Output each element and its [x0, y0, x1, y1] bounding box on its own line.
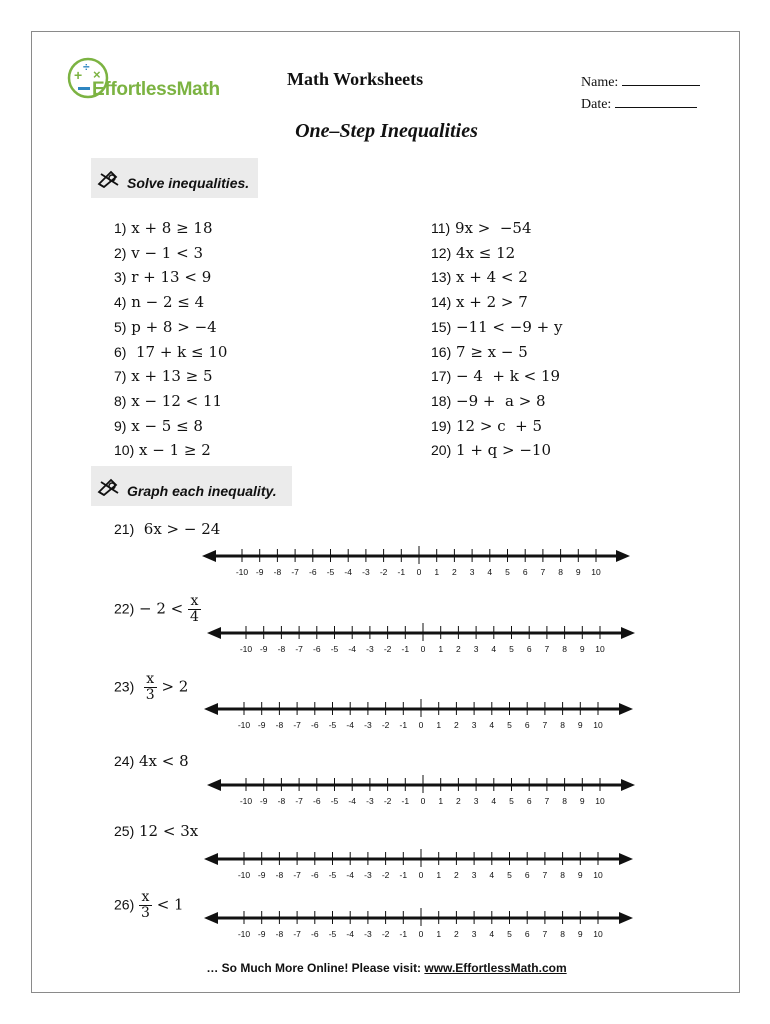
problem-item [431, 438, 562, 463]
number-line-tick-label: 2 [454, 929, 459, 939]
fraction-numerator: x [144, 672, 157, 688]
problem-expression: x − 5 ≤ 8 [126, 416, 203, 435]
graph-problem-label [114, 520, 220, 538]
number-line-tick-label: 9 [579, 796, 585, 806]
number-line-tick-label: 0 [420, 644, 426, 654]
number-line-tick-label: 0 [418, 870, 424, 880]
problem-expression: x − 12 < 11 [126, 391, 223, 410]
number-line-tick-label: 5 [509, 796, 514, 806]
number-line-tick-label: 2 [454, 720, 459, 730]
number-line-tick-label: -5 [326, 567, 335, 577]
number-line-tick-label: 3 [469, 567, 475, 577]
number-line-tick-label: -9 [257, 720, 266, 730]
number-line-tick-label: 8 [558, 567, 563, 577]
graph-problem-expression: 12 < 3x [134, 822, 199, 840]
number-line-tick-label: -3 [366, 796, 374, 806]
number-line-tick-label: -4 [344, 567, 352, 577]
arrow-right-icon [619, 703, 633, 715]
problem-expression: − 4 + k < 19 [451, 367, 561, 386]
number-line-tick-label: -2 [383, 644, 392, 654]
number-line-tick-label: -10 [239, 644, 253, 654]
number-line-tick-label: 9 [577, 720, 583, 730]
problem-item [114, 315, 227, 340]
problem-number: 13) [431, 269, 452, 286]
svg-text:×: × [93, 67, 101, 82]
number-line-tick-label: -4 [346, 929, 354, 939]
graph-problem-label [114, 752, 189, 770]
worksheet-page [31, 31, 740, 993]
number-line-tick-label: 1 [438, 796, 444, 806]
number-line-tick-label: -5 [328, 720, 337, 730]
number-line-tick-label: -7 [293, 720, 301, 730]
problem-expression: −9 + a > 8 [451, 391, 546, 410]
problem-number: 2) [114, 244, 127, 261]
problem-number: 18) [431, 392, 452, 409]
number-line[interactable] [32, 769, 741, 809]
number-line-tick-label: -1 [399, 720, 408, 730]
number-line-tick-label: 0 [420, 796, 426, 806]
number-line-tick-label: 7 [540, 567, 546, 577]
number-line-tick-label: -10 [239, 796, 253, 806]
number-line-tick-label: 2 [452, 567, 457, 577]
number-line-tick-label: 1 [438, 644, 444, 654]
number-line-tick-label: 7 [544, 796, 550, 806]
graph-problem-expression: 6x > − 24 [134, 520, 221, 538]
number-line-tick-label: -10 [237, 720, 251, 730]
graph-problem-number: 21) [114, 521, 135, 537]
number-line-tick-label: 6 [524, 720, 530, 730]
fraction-numerator: x [188, 594, 201, 610]
number-line-tick-label: 4 [489, 929, 495, 939]
svg-text:+: + [74, 67, 83, 83]
problem-number: 19) [431, 417, 452, 434]
number-line-tick-label: -9 [257, 929, 266, 939]
problem-number: 6) [114, 343, 127, 360]
number-line-tick-label: 0 [418, 720, 424, 730]
number-line[interactable] [32, 902, 741, 942]
arrow-left-icon [207, 779, 221, 791]
problems-left-column [114, 216, 227, 463]
problem-expression: n − 2 ≤ 4 [126, 293, 205, 312]
number-line-tick-label: 1 [436, 720, 442, 730]
number-line-tick-label: -9 [259, 796, 268, 806]
problem-item [431, 315, 562, 340]
number-line[interactable] [32, 540, 741, 580]
date-field [581, 95, 697, 113]
pencil-icon [97, 476, 121, 496]
number-line-tick-label: 7 [542, 929, 548, 939]
problem-number: 16) [431, 343, 452, 360]
number-line[interactable] [32, 693, 741, 733]
problem-item [114, 241, 227, 266]
problem-number: 3) [114, 269, 127, 286]
number-line-tick-label: 4 [487, 567, 493, 577]
name-field [581, 73, 700, 91]
number-line-tick-label: 5 [507, 720, 512, 730]
problem-item [114, 389, 227, 414]
number-line-tick-label: 0 [416, 567, 422, 577]
number-line-tick-label: -7 [291, 567, 299, 577]
arrow-left-icon [204, 853, 218, 865]
number-line-tick-label: 5 [509, 644, 514, 654]
number-line-tick-label: -1 [397, 567, 406, 577]
number-line-tick-label: -1 [399, 870, 408, 880]
problem-expression: 1 + q > −10 [451, 441, 552, 460]
problem-expression: −11 < −9 + y [451, 317, 563, 336]
arrow-right-icon [621, 779, 635, 791]
number-line-tick-label: 3 [471, 929, 477, 939]
number-line-tick-label: 7 [542, 720, 548, 730]
number-line-tick-label: 3 [473, 796, 479, 806]
number-line-tick-label: 5 [507, 870, 512, 880]
number-line-tick-label: -10 [237, 929, 251, 939]
problem-number: 10) [114, 442, 135, 459]
graph-problem-label [114, 822, 198, 840]
problem-item [114, 265, 227, 290]
number-line-tick-label: -8 [275, 870, 284, 880]
problem-item [431, 340, 562, 365]
problem-number: 8) [114, 392, 127, 409]
problem-expression: x + 13 ≥ 5 [126, 367, 213, 386]
number-line[interactable] [32, 617, 741, 657]
number-line-tick-label: -2 [383, 796, 392, 806]
problem-number: 4) [114, 294, 127, 311]
number-line-tick-label: -8 [273, 567, 282, 577]
problem-expression: p + 8 > −4 [126, 317, 217, 336]
name-blank [622, 73, 700, 86]
graph-problem-expression-tail: < 1 [151, 895, 184, 914]
number-line-tick-label: -2 [379, 567, 388, 577]
problem-number: 9) [114, 417, 127, 434]
section-solve-label: Solve inequalities. [127, 175, 250, 191]
problem-expression: x + 4 < 2 [451, 268, 528, 287]
arrow-left-icon [207, 627, 221, 639]
problem-number: 15) [431, 318, 452, 335]
problem-expression: x − 1 ≥ 2 [134, 441, 211, 460]
number-line-tick-label: -3 [364, 929, 372, 939]
graph-problem-number: 26) [114, 896, 135, 913]
fraction-denominator: 3 [141, 905, 150, 921]
date-label: Date: [581, 97, 612, 112]
fraction-denominator: 4 [190, 609, 199, 625]
number-line-tick-label: -9 [257, 870, 266, 880]
arrow-right-icon [619, 912, 633, 924]
svg-text:÷: ÷ [83, 60, 90, 74]
number-line-tick-label: 7 [544, 644, 550, 654]
number-line-tick-label: -8 [275, 929, 284, 939]
problem-number: 11) [431, 220, 451, 236]
number-line-tick-label: 2 [454, 870, 459, 880]
number-line-tick-label: -7 [295, 644, 303, 654]
number-line-tick-label: -9 [259, 644, 268, 654]
number-line-tick-label: 8 [562, 644, 567, 654]
graph-problem-number: 24) [114, 753, 135, 769]
number-line-tick-label: 5 [507, 929, 512, 939]
section-graph [91, 466, 292, 506]
number-line-tick-label: 4 [491, 796, 497, 806]
number-line-tick-label: -7 [293, 870, 301, 880]
graph-problem-expression: − 2 < [134, 599, 188, 618]
number-line-tick-label: 9 [575, 567, 581, 577]
number-line-tick-label: -4 [346, 870, 354, 880]
number-line-tick-label: -6 [313, 644, 321, 654]
number-line-tick-label: 1 [436, 870, 442, 880]
problem-item [431, 364, 562, 389]
problem-item [431, 290, 562, 315]
graph-problem-expression-tail: > 2 [156, 677, 189, 696]
number-line-tick-label: -6 [311, 870, 319, 880]
footer-link[interactable]: www.EffortlessMath.com [424, 961, 567, 975]
number-line-tick-label: 1 [436, 929, 442, 939]
number-line-tick-label: -3 [362, 567, 370, 577]
number-line-tick-label: 6 [524, 929, 530, 939]
number-line-tick-label: 10 [595, 644, 605, 654]
problem-number: 7) [114, 368, 127, 385]
problem-number: 5) [114, 318, 127, 335]
number-line-tick-label: 1 [434, 567, 440, 577]
arrow-left-icon [204, 703, 218, 715]
number-line-tick-label: 0 [418, 929, 424, 939]
number-line-tick-label: -2 [381, 929, 390, 939]
arrow-right-icon [621, 627, 635, 639]
number-line-tick-label: -1 [401, 796, 410, 806]
logo-text: EffortlessMath [92, 79, 220, 100]
fraction-denominator: 3 [145, 687, 155, 703]
number-line-tick-label: 10 [593, 929, 603, 939]
graph-problem-expression: 4x < 8 [134, 752, 189, 770]
number-line-tick-label: -3 [364, 720, 372, 730]
number-line-tick-label: 4 [489, 870, 495, 880]
number-line-tick-label: -9 [255, 567, 264, 577]
number-line-tick-label: 10 [591, 567, 601, 577]
number-line-tick-label: -8 [275, 720, 284, 730]
number-line-tick-label: -8 [277, 796, 286, 806]
number-line-tick-label: -1 [399, 929, 408, 939]
page-title: One–Step Inequalities [295, 120, 478, 142]
number-line-tick-label: 8 [560, 870, 565, 880]
problem-expression: 7 ≥ x − 5 [451, 342, 528, 361]
number-line-tick-label: 9 [577, 929, 583, 939]
problem-item [114, 438, 227, 463]
section-graph-label: Graph each inequality. [127, 483, 277, 499]
number-line-tick-label: 6 [522, 567, 528, 577]
number-line-tick-label: -6 [311, 720, 319, 730]
number-line-tick-label: 6 [526, 644, 532, 654]
problem-expression: 4x ≤ 12 [451, 243, 516, 262]
number-line-tick-label: 8 [560, 720, 565, 730]
number-line-tick-label: -5 [330, 796, 339, 806]
number-line-tick-label: 7 [542, 870, 548, 880]
problem-item [114, 340, 227, 365]
number-line-tick-label: -2 [381, 720, 390, 730]
number-line-tick-label: -1 [401, 644, 410, 654]
name-label: Name: [581, 75, 619, 90]
number-line-tick-label: -5 [330, 644, 339, 654]
number-line-tick-label: 10 [593, 720, 603, 730]
number-line-tick-label: -8 [277, 644, 286, 654]
problem-number: 12) [431, 244, 452, 261]
problem-item [431, 241, 562, 266]
footer [32, 961, 741, 975]
pencil-icon [97, 168, 121, 188]
number-line-tick-label: -10 [235, 567, 249, 577]
number-line-tick-label: 3 [471, 870, 477, 880]
number-line-tick-label: -6 [311, 929, 319, 939]
number-line-tick-label: 4 [491, 644, 497, 654]
number-line-tick-label: -7 [293, 929, 301, 939]
number-line-tick-label: -4 [348, 796, 356, 806]
number-line-tick-label: 10 [593, 870, 603, 880]
problem-item [114, 364, 227, 389]
number-line-tick-label: -10 [237, 870, 251, 880]
number-line-tick-label: -2 [381, 870, 390, 880]
number-line-tick-label: 6 [526, 796, 532, 806]
number-line-tick-label: -5 [328, 929, 337, 939]
number-line-tick-label: 4 [489, 720, 495, 730]
header-title: Math Worksheets [287, 69, 424, 89]
date-blank [615, 95, 697, 108]
problem-number: 1) [114, 220, 127, 236]
problem-expression: v − 1 < 3 [126, 243, 203, 262]
section-solve [91, 158, 258, 198]
number-line-tick-label: 8 [562, 796, 567, 806]
number-line-tick-label: -4 [348, 644, 356, 654]
problem-expression: x + 2 > 7 [451, 293, 528, 312]
number-line-tick-label: 2 [456, 796, 461, 806]
graph-problem-number: 25) [114, 823, 135, 839]
arrow-left-icon [202, 550, 216, 562]
problem-item [431, 216, 562, 241]
footer-text: … So Much More Online! Please visit: [206, 961, 425, 975]
problem-number: 17) [431, 368, 452, 385]
number-line-tick-label: 3 [471, 720, 477, 730]
problem-item [114, 290, 227, 315]
problem-item [431, 389, 562, 414]
number-line[interactable] [32, 843, 741, 883]
number-line-tick-label: -6 [309, 567, 317, 577]
number-line-tick-label: 10 [595, 796, 605, 806]
number-line-tick-label: 5 [505, 567, 510, 577]
arrow-right-icon [619, 853, 633, 865]
problem-expression: r + 13 < 9 [126, 268, 212, 287]
number-line-tick-label: 9 [579, 644, 585, 654]
problem-expression: x + 8 ≥ 18 [126, 219, 213, 237]
problem-item [431, 414, 562, 439]
graph-problem-number: 23) [114, 678, 135, 695]
problem-expression: 17 + k ≤ 10 [126, 342, 228, 361]
fraction-numerator: x [139, 890, 152, 906]
problem-item [431, 265, 562, 290]
number-line-tick-label: 8 [560, 929, 565, 939]
graph-problem-number: 22) [114, 600, 135, 617]
arrow-left-icon [204, 912, 218, 924]
problem-item [114, 216, 227, 241]
number-line-tick-label: 2 [456, 644, 461, 654]
number-line-tick-label: -5 [328, 870, 337, 880]
arrow-right-icon [616, 550, 630, 562]
problems-right-column [431, 216, 562, 463]
number-line-tick-label: -4 [346, 720, 354, 730]
number-line-tick-label: -7 [295, 796, 303, 806]
number-line-tick-label: -6 [313, 796, 321, 806]
number-line-tick-label: -3 [366, 644, 374, 654]
number-line-tick-label: 6 [524, 870, 530, 880]
problem-number: 14) [431, 294, 452, 311]
number-line-tick-label: 9 [577, 870, 583, 880]
problem-number: 20) [431, 442, 452, 459]
number-line-tick-label: 3 [473, 644, 479, 654]
problem-item [114, 414, 227, 439]
problem-expression: 9x > −54 [450, 219, 532, 237]
number-line-tick-label: -3 [364, 870, 372, 880]
problem-expression: 12 > c + 5 [451, 416, 543, 435]
